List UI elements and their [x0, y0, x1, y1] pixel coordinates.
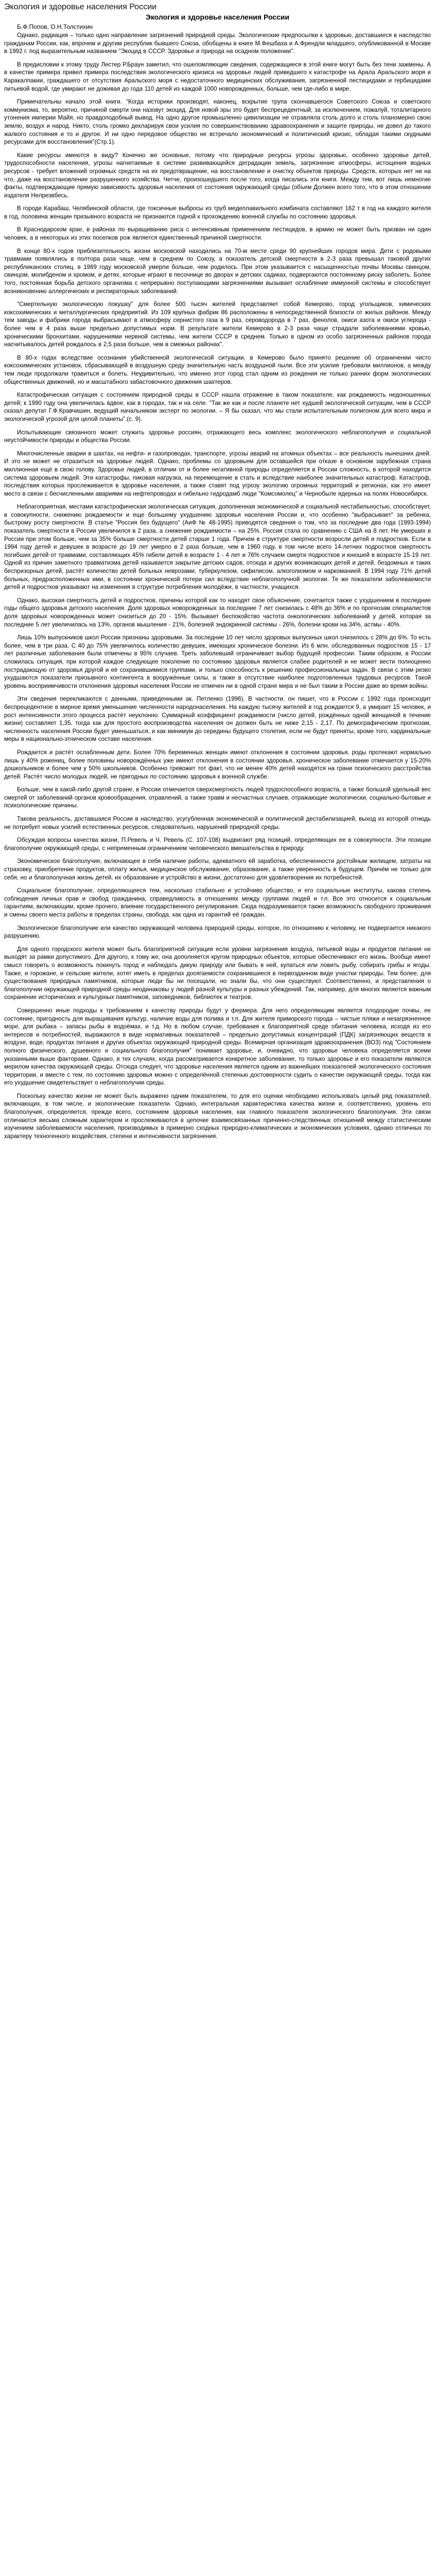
paragraph: Примечательны начало этой книги. "Когда историки производят, наконец, вскрытие трупа скончавшегося Советского Союза и советского коммунизма, то, вероятно, причиной смерти они назовут экоцид. Для новой эры это будет беспрецедентный, за исключением, пожалуй, тоталитарного утонения империи Майя, но правдоподобный вывод. На одно другое промышленно цивилизации не отравляла столь долго и столь планомерно свою землю, воздух и народ. Никто, столь громко декларируя свои усилия по совершенствованию здравоохранения и защите природы, не довел до такого жалкого состояния и то и другое. И ни одно передовое общество не встречало экономический и политический кризис, обладая такими скудными ресурсами для восстановления"(Стр.1).	[4, 98, 431, 146]
paragraph: Эти сведения перекликаются с данными, приведенными ак. Петленко (1996). В частности, он пишет, что в России с 1992 года происходит беспрецедентное в мирное время уменьшение численности народонаселения. На каждую тысячу жителей в год рождается 9, а умирает 15 человек, и рост интенсивности этого процесса растёт неуклонно. Суммарный коэффициент рождаемости (число детей, рождённых одной женщиной в течение жизни) составляет 1,35, тогда как для простого воспроизводства населения он должен быть не ниже 2,15 - 2,17. По демографическим прогнозам, численность населения России будет уменьшаться, и как минимум до середины будущего столетия, если не будут приняты, кроме того, кардинальные меры в национально-этническом составе населения.	[4, 696, 431, 743]
paragraph: Лишь 10% выпускников школ России признаны здоровыми. За последние 10 лет число здоровых выпускных школ снизилось с 28% до 6%. То есть более, чем в три раза. С 40 до 75% увеличилось количество девушек, имеющих хроническое болезни. Из 6 млн. обследованных подростков 15 - 17 лет различные заболевания были отмечены в 95% случаев. Треть заболевший ограничивает выбор будущей профессии. Таким образом, в России сложилась ситуация, при которой каждое следующее поколение по состоянию здоровья является слабее родителей и не может вести полноценно пострадающую от здоровья другой и её сохранившимися группами, и только способность к решению профессиональных задач. В связи с этим резко ухудшаются показатели призывного контингента в вооружённые силы, а также в отсутствие наиболее подготовленных трудовых ресурсов. Такой уровень восприимчивости отклонения здоровья населения России не отмечен ни в одной стране мира и не был таким в России даже во время войны.	[4, 634, 431, 689]
paragraph: Катастрофическая ситуация с состоянием природной среды в СССР нашла отражение в таком показателе, как рождаемость недоношенных детей; к 1990 году она увеличилась вдвое, как в городах, так и на селе. "Так же как и после планете нет худшей экологической ситуации, чем в СССР сказал депутат Г.Ф.Кравчишин, ведущий начальником экстерт по экологии. – Я бы сказал, что мы стали испытательным полигоном для всего мира и экологической угрозой для целой планеты".(с. 9).	[4, 392, 431, 422]
paragraph: Испытывающие связанного может служить здоровье россиян, отражающего весь комплекс экологического неблагополучия и социальной неустойчивости природы и общества России.	[4, 429, 431, 444]
paragraph: Экономическое благополучие, включающее в себя наличие работы, адекватного ей заработка, обеспеченности достойным жилищем, затраты на страховку, приобретение продуктов, оплату жилья, медицинское обслуживание, образование, а также уверенность в будущем. Причём не только для себя, но и благополучная жизнь детей, их образование и устройство в жизни, достаточно для удовлетворения их потребностей.	[4, 858, 431, 881]
document-title: Экология и здоровье населения России	[145, 13, 290, 21]
paragraph: Поскольку качество жизни не может быть выражено одним показателем, то для его оценки необходимо использовать целый ряд показателей, включающих, в том числе, и экологические показатели. Однако, интегральная характеристика качества жизни и, соответственно, уровень его благополучия, определяется, прежде всего, состоянием здоровья населения, как главного показателя экологического благополучия. Эти связи отличаются весьма сложным характером и прослеживаются в цепочке взаимосвязанных причинно-следственных отношений между статистическим изучением заболеваемости населения, производимых в примерно сходных природно-климатических и экономических условиях, однако отличных по характеру техногенного воздействия, степени и интенсивности загрязнения.	[4, 1092, 431, 1140]
paragraph: "Смертельную экологическую покушку" для более 500 тысяч жителей представляет собой Кемерово, город угольщиков, химических коксохимических и металлургических предприятий. Из 109 крупных фабрик 86 расположены в непосредственной близости от жилых районов. Между тем заводы и фабрики города выбрасывают в атмосферу сернистого газа в 9 раз, сероводорода в 7 раз, фенолов, окиси азота и окиси углерода - более чем в 4 раза выше предельно допустимых норм. В результате жители Кемерово в 2-3 раза чаще страдали заболеваниями кровью, хроническими бронхитами, нарушениями нервной системы, чем жители СССР в среднем. Только в одном из особо загрязненных районов города насчитывалось детей рождалось в 2,5 раза больше, чем в смежных районах".	[4, 301, 431, 348]
paragraph: Такова реальность, доставшаяся России в наследство, усугубленная экономической и политической дестабилизацией, выход из которой отнюдь не потребует новых усилий естественных ресурсов, следовательно, нарушений природной среды.	[4, 816, 431, 831]
paragraph: В предисловии к этому труду Лестер Р.Браун заметил, что ошеломляющие сведения, содержащиеся в этой книге могут быть без тени зажмены. А в качестве примера привел примера последствия экологического кризиса на здоровье людей приведшего к катастрофе на Арала Аральского моря и Каракалпакии, граждашего от отсутствия Аральского моря с недостаточного медицинских обслуживания, загрязненной пестицидами и гербицидами питьевой водой, где умирают не доживая до года 110 детей из каждой 1000 новорожденных, больше, чем где-либо в мире.	[4, 61, 431, 92]
paragraph: В конце 80-х годов приблизительность жизни московской находились на 70-м месте среди 90 крупнейших городов мира. Дети с родовыми травмами появлялись в полтора раза чаще, чем в среднем по Союзу, а показатель детской смертности в 2-3 раза превышал таковой других республиканских столиц. в 1989 году московской умерли больше, чем родилось. При этом указывается с насыщенностью почвы Москвы свинцом, свинцом, молибденом и хромом, и детях, которые играют в песочнице во дворах и детских садиках, подвергаются постоянному риску заболеть. Более того, постоянная борьба детского организма с непрерывно поступающими загрязнениями вызывает ослабление иммунной системы и способствует возникновению аллергических и респираторных заболеваний.	[4, 247, 431, 295]
paragraph: Однако, радиация – только одно направление загрязнений природной среды. Экологические предпосылки к здоровью, доставшиеся в наследство гражданам России, как, впрочем и другим республик бывшего Союза, обобщены в книге М.Фешбаха и А.Френдли младшего, опубликованной в Москве в 1992 г. под выразительным названием "Экоцид в СССР. Здоровье и природа на осадном положении".	[4, 32, 431, 55]
paragraph: Рождается и растёт ослабленным дети. Более 70% беременных женщин имеют отклонения в состоянии здоровья, роды протекают нормально лишь у 40% рожениц, более половины новорождённых уже имеют отклонения в состоянии здоровья, хроническое заболевание отмечается у 15-20% дошкольников и более чем у 50% школьников. Особенно тревожит тот факт, что не менее 40% детей находятся на грани психического расстройства детей. Растёт число молодых людей, не пригодных по состоянию здоровья к военной службе.	[4, 749, 431, 780]
paragraph: Однако, высокая смертность детей и подростков, причины которой как то находят свое объяснение, сочетается также с ухудшением в последние годы общего здоровья детского населения. Доля здоровых новорожденных за последние 7 лет снизилась с 48% до 36% и по прогнозам специалистов доля здоровых новорожденных может снизиться до 20 - 15%. Вызывает беспокойство частота онкологических заболеваний у детей, которая за последние 5 лет увеличилась на 13%, органов мышления - 21%, болезней эндокринной системы - 26%, болезни крови на 34%, астмы - 40%.	[4, 597, 431, 628]
paragraph: Экологическое благополучие или качество окружающей человека природной среды, которое, по отношению к человеку, не подвергается никакого разрушению.	[4, 924, 431, 940]
paragraph: Для одного городского жителя может быть благоприятной ситуация если уровни загрязнения воздуха, питьевой воды и продуктов питания не выходят за рамки допустимого. Для другого, к тому же, она дополняется кругом природных объектов, которые обеспечивают его жизнь. Вообще имеет смысл говорить о возможность покинуть город и наблюдать дикую природу или бывать в ней, купаться или ловить рыбу, собирать грибы и ягоды. Также, и горожане, и сельские жители, хотят иметь в пределах досягаемости сохранившиеся в первозданном виде участки природы. Тем более, для существования природных памятников, которые люди бы ни посещали, но знали бы, что они существуют. Соответственно, и представления о благополучии окружающей природной среды неодинаковы у людей разной культуры и разных убеждений. Так, например, для многих является важным сохранение исторических и культурных памятников, заповедников, библиотек и театров.	[4, 945, 431, 1001]
document-page	[0, 0, 436, 1140]
paragraph: Обсуждая вопросы качества жизни, П.Ревель и Ч. Ревель (С. 107-108) выдвигают ряд позиций, определяющих ее в совокупности. Эти позиции благополучие окружающей среды, с непременным ограничением человеческого вмешательства в природу.	[4, 837, 431, 852]
document-authors: Б.Ф.Попов, О.Н.Толстихин	[17, 23, 93, 30]
paragraph: В 80-х годах вследствие осознания убийственной экологической ситуации, в Кемерово было принято решение об ограничении чисто коксохимических установок, сбрасывающей в воздушную среду значительную часть воздушной пыли. Все эти усилия требовали миллионов, а между тем люди продолжали травиться и болеть. Неудивительно, что именно этот город стал одним из рождения не только ранних форм экологических общественных движений, но и масштабного забастовочного движения шахтеров.	[4, 354, 431, 385]
paragraph: В Краснодарском крае, в районах по выращиванию риса с интенсивным применением пестицидов, в армию не может быть призван ни один человек, а в некоторых из этих поселков рож является единственный причиной смертности.	[4, 226, 431, 242]
document-body	[4, 31, 431, 1140]
paragraph: Неблагоприятная, местами катастрофическая экологическая ситуация, дополненная экономической и социальной нестабильностью, способствует, в совокупности, снижению рождаемости и еще большему ухудшению здоровья населения России и, что особенно "выбрасывает" за ребенка, быстрому росту смертности. В статье "Россия без будущего" (АиФ № 48-1995) приводятся сведения о том, что за последние два года (1993-1994) показатель смертности в России увеличился в 2 раза, а снижение рождаемости – на 25%. Россия стала по сравнению с США на 8 лет. Не умерших в России при этом больше, чем за 35% больше смертности детей старше 1 года. Причем в структуре смертности возросли детей и подростков. Если в 1994 году детей и девушек в возрасте до 19 лет умерло в 2 раза больше, чем в 1960 году, в том числе всего 14-летних подростков смертность погибших детей от травмами, составляющих 45% гибели детей в возрасте 1 - 4 лет и 76% случаем смерти подростков и юношей в возрасте 15-19 лет. Одной из причин заметного травматизма детей называется закрытие детских садов, отсюда и других возникающих детей и детей, бездомных и таких беспризорных детей, растёт количество детей больных неврозами, туберкулезом, сифилисом, алкоголизмом и наркоманией. В 1994 году 71% детей больных, предрасположенных ими, в состоянии хронической потери сил вследствие неблагополучной экологии. Те же показатели заболеваемости детей и подростков указывают на изменения в структуре потребления молодёжи, в частности, учащихся.	[4, 503, 431, 591]
paragraph: Совершенно иные подходы к требованиям к качеству природы будут у фермера. Для него определяющим является плодородие почвы, ее состояние, пригодность для выращивания культур, наличие воды для полива и т.п. Для жителя приморского города – чистые пляжи и незагрязненное море, для рыбака – запасы рыбы в водоёмах, и т.д. Но в любом случае, требования к благоприятной среде обитания человека, исходя из его интересов и потребностей, выражаются в виде нормативных показателей – предельно допустимых концентраций (ПДК) загрязняющих веществ в воздухе, воде, продуктах питания и других объектах окружающей природной среды. Всемирная организация здравоохранения (ВОЗ) под "Состоянием полного физического, душевного и социального благополучия" понимает здоровье, и, очевидно, что здоровье человека определяется всеми указанными выше факторами. Однако, в тех случаях, когда рассматривается конкретное заболевание, то только здоровье и его показатели являются мерилом качества окружающей среды. Отсюда следует, что здоровье населения является одним из важнейших показателей экологического состояния территории, и вместе с тем, по состоянию здоровья можно с определённой степенью достоверности судить о качестве окружающей среды, тогда как его ухудшение свидетельствует о неблагополучии среды.	[4, 1007, 431, 1087]
paragraph: Больше, чем в какой-либо другой стране, в России отмечается сверхсмертность людей трудоспособного возраста, а также большой удельный вес смертей от заболеваний органов кровообращения, отравлений, а также травм и несчастных случаев, отражающие экологически, социально-бытовые и психологические причины.	[4, 786, 431, 809]
paragraph: Многочисленные аварии в шахтах, на нефти- и газопроводах, транспорте, угрозы аварий на атомных объектах – все реальность нынешних дней. И это не может не отразиться на здоровье людей. Однако, проблемы со здоровьем для оставшейся при отказе в основном зарубежная страна миллионная ещё в свою голову. Здоровье людей, в отличии от и более негативной природы определяется в России сложность, в которой находится система здоровьем людей. Эти катастрофы, пиковая нагрузка, на перемещение в стать и вследствие наиболее значительных катастроф. Катастроф, последствия которых прослеживается в здоровье населения, а также ставят под угрозу экологию огромных территорий и регионах, как это имеет место в связи с бесчисленными авариями на нефтепроводах и гибельно гидродамб люди "Комсомолец" и Чернобыле ядерных на полях Новосибирск.	[4, 450, 431, 497]
window-title: Экология и здоровье населения России	[4, 3, 157, 11]
paragraph: Социальное благополучие, определяющееся тем, насколько стабильно и устойчиво общество, и его социальные институты, какова степень соблюдения личных прав и свобод гражданина, справедливость в отношениях между группами людей и т.п. Все это относится к социальным гарантиям, включающим, кроме прочего, влияние государственного регулирования. Сюда подразумевается также возможность свободного проживания и смены своего места работы в пределах страны, свобода, как одна из гарантий её граждан.	[4, 887, 431, 918]
paragraph: В городе Карабаш, Челябинской области, где токсичные выбросы из труб медеплавильного комбината составляют 162 т в год на каждого жителя в год, половина женщин призывного возраста не признаются годной к прохождению военной службы по состоянию здоровья.	[4, 205, 431, 220]
paragraph: Какие ресурсы имеются в виду? Конечно же основные, потому что природные ресурсы угрозы здоровью, особенно здоровье детей, трудоспособности населения, угрозы нагнетаемые в системе развивающейся деградации земель, загрязнение атмосферы, истощения водных ресурсов - требует вложений огромных средств на их предотвращение, на восстановление и очистку объектов природы. Средств, которых нет ни на что, даже на восстановление разрушенного хозяйства. Четче, произошедшего после того, когда писались эти книги. Между тем, вот лишь немногие факты, подтверждающие прямую зависимость здоровья населения от состояния окружающей среды (объем Должен всего того, что в этом отношении издателя Нелрезвбесь.	[4, 151, 431, 199]
